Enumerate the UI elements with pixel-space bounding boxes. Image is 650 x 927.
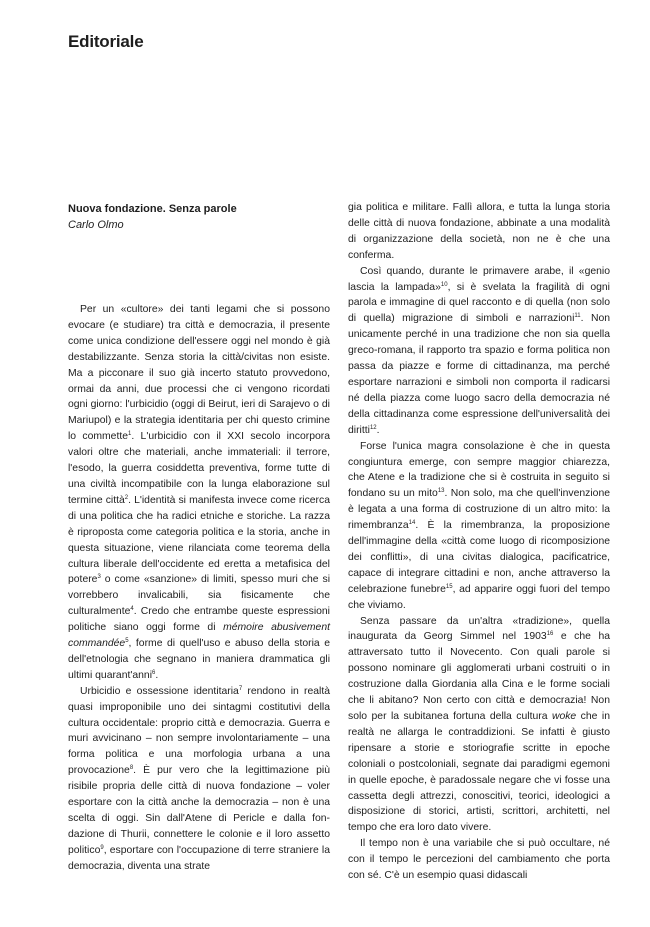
footnote-ref: 3 (97, 574, 101, 581)
text-run: . È pur vero che la legittimazione più risibile propria delle città di nuova fondazione – voler esportare con la città anche la democrazia – non è una scelta di oggi. Sin dall'Atene di Pericle e dalla fondazione di Thurii, connettere le colonie e il loro assetto politico (68, 765, 330, 856)
text-run: . Credo che entrambe queste espressioni politiche siano oggi forme di (68, 606, 330, 634)
footnote-ref: 12 (369, 424, 377, 431)
text-run: che in realtà ne allarga le contraddizioni. Se infatti è giusto ripensare a storie e storiografie scritte in epoche coloniali o postcoloniali, segnate dai paradigmi egemoni in quelle epoche, è paradossale negare che vi fosse una cassetta degli attrezzi, conoscitivi, teorici, ideologici a disposizione di storici, artisti, scrittori, architetti, nel tempo che era loro dato vivere. (348, 711, 610, 834)
footnote-ref: 5 (125, 638, 129, 645)
text-run: . Non unicamente perché in una tradizione che non sia quella greco-romana, il rapporto tra spazio e forma politica non passa da piazze e forme di cittadinanza, ma perché esportare narrazioni e simboli non comporta il radicarsi né della piazza come luogo sacro della democrazia né della cittadinanza come espressione dell'universalità dei diritti (348, 313, 611, 436)
text-run: , esportare con l'occupazione di terre straniere la democrazia, diventa una strate (68, 844, 330, 872)
section-title: Editoriale (68, 32, 144, 51)
article-author: Carlo Olmo (68, 219, 124, 231)
paragraph (68, 302, 330, 684)
footnote-ref: 14 (408, 520, 416, 527)
footnote-ref: 16 (546, 631, 554, 638)
footnote-ref: 2 (124, 494, 129, 501)
text-run: . È la rimembranza, la proposizione dell'immagine della «città come luogo di ricomposizione dei conflitti», di una civitas dialogica, pacificatrice, capace di integrare cittadini e non, anche attraverso la celebrazione funebre (348, 520, 610, 595)
footnote-ref: 4 (130, 606, 134, 613)
footnote-ref: 9 (100, 844, 104, 851)
text-run: Senza passare da un'altra «tradizione», quella inaugurata da Georg Simmel nel 1903 (348, 615, 610, 643)
text-run: Il tempo non è una variabile che si può occultare, né con il tempo le percezioni del cambiamento che porta con sé. C'è un esempio quasi didascali (348, 838, 610, 882)
article-header (68, 201, 328, 233)
paragraph (348, 836, 610, 884)
footnote-ref: 7 (238, 685, 243, 692)
text-run: . (376, 424, 380, 436)
text-run: Così quando, durante le primavere arabe, il «genio lascia la lampada» (348, 265, 610, 293)
footnote-ref: 1 (128, 431, 132, 438)
text-run: Forse l'unica magra consolazione è che in questa congiuntura emerge, con sempre maggior chiarezza, che Atene e la tradizione che si è costruita in seguito si fondano su un mito (348, 440, 610, 500)
text-run: , forme di quell'uso e abuso della storia e dell'etnologia che segnano in maniera drammatica gli ultimi quarant'anni (68, 638, 330, 681)
text-run: Per un «cultore» dei tanti legami che si possono evocare (e studiare) tra città e democrazia, il presente come unica condizione dell'essere oggi nel mondo è già destabilizzante. Senza storia la città/civitas non esiste. Ma a picconare il suo già incerto statuto provvedono, ormai da anni, due processi che ci vengono ricordati ogni giorno: l'urbicidio (oggi di Beirut, ieri di Sarajevo o di Mariupol) e la strategia identitaria per chi questo crimine lo commette (68, 304, 330, 443)
text-run: Urbicidio e ossessione identitaria (80, 685, 239, 697)
paragraph (348, 200, 610, 264)
article-title: Nuova fondazione. Senza parole (68, 203, 237, 215)
footnote-ref: 15 (445, 583, 453, 590)
italic-text: mémoire abusivement commandée (68, 622, 330, 650)
text-column-right (348, 200, 610, 884)
text-run: . L'urbicidio con il XXI secolo incorpora valori oltre che materiali, anche immateriali: il terrore, l'esodo, la guerra cosiddetta preventiva, forme tutte di una civiltà incompatibile con la lunga elaborazione sul termine città (68, 431, 331, 506)
text-run: . Non solo, ma che quell'invenzione è legata a una forma di costruzione di un altro mito: la rimembranza (348, 488, 610, 532)
text-run: e che ha attraversato tutto il Novecento. Con quali parole si possono nominare gli agglomerati urbani costruiti o in costruzione dalla Giordania alla Cina e le forme sociali che li abitano? Non certo con città e democrazia! Non solo per la subitanea fortuna della cultura (348, 631, 610, 722)
paragraph (68, 684, 330, 875)
paragraph (348, 614, 610, 837)
text-run: gia politica e militare. Fallì allora, e tutta la lunga storia delle città di nuova fondazione, abbinate a una modalità di organizzazione della società, non ne è che una conferma. (348, 202, 610, 261)
italic-text: woke (551, 711, 577, 722)
text-run: o come «sanzione» di limiti, spesso muri che si vorrebbero invalicabili, sia fisicamente che culturalmente (68, 574, 330, 618)
footnote-ref: 11 (574, 313, 581, 320)
footnote-ref: 6 (152, 669, 156, 676)
text-column-left (68, 302, 330, 875)
footnote-ref: 13 (437, 488, 445, 495)
text-run: rendono in realtà quasi improponibile uno dei sintagmi costitutivi della cultura occidentale: proprio città e democrazia. Guerra e muri avvicinano – non sempre involontariamente – una forma politica e una morfologia urbana a una provocazione (68, 685, 330, 777)
text-run: . L'identità si manifesta invece come ricerca di una politica che ha radici etniche e storiche. La razza è riproposta come categoria politica e la storia, anche in questa situazione, viene rilanciata come teorema della cultura liberale dell'occidente ed eretta a metafisica del potere (68, 494, 330, 586)
paragraph (348, 439, 610, 614)
text-run: , si è svelata la fragilità di ogni parola e immagine di quel racconto e di quella (non solo di quella) migrazione di simboli e narrazioni (348, 281, 610, 325)
footnote-ref: 8 (129, 765, 134, 772)
text-run: , ad apparire oggi fuori del tempo che viviamo. (348, 583, 610, 611)
footnote-ref: 10 (440, 281, 448, 288)
paragraph (348, 264, 610, 439)
text-run: . (155, 669, 159, 681)
